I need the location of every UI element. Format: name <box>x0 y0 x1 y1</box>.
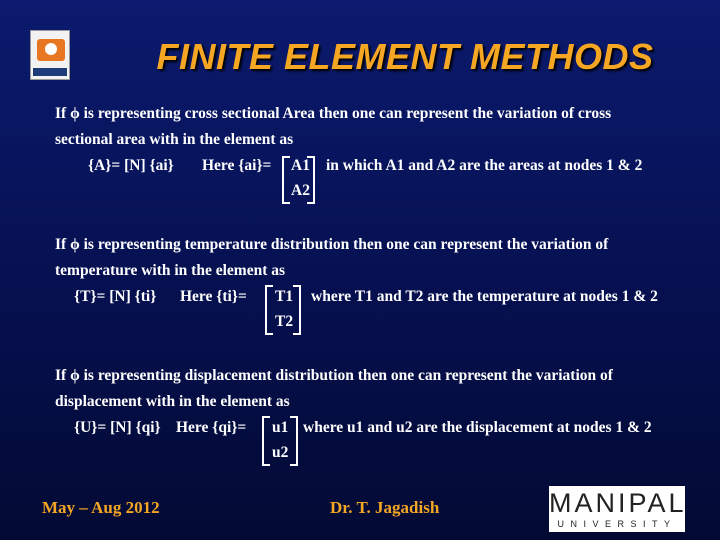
emblem-icon <box>37 39 65 61</box>
section-2-vector-2: T2 <box>275 313 294 330</box>
section-3-left-bracket <box>262 416 270 466</box>
section-2-vector-1: T1 <box>275 288 294 305</box>
section-3-here: Here {qi}= <box>176 419 247 436</box>
footer-author: Dr. T. Jagadish <box>330 498 440 517</box>
emblem-label-bar <box>33 68 67 76</box>
footer-date: May – Aug 2012 <box>42 498 160 517</box>
slide-title: FINITE ELEMENT METHODS <box>156 36 654 77</box>
section-2-equation: {T}= [N] {ti} <box>74 288 157 305</box>
section-3-vector-2: u2 <box>272 444 289 461</box>
section-1-equation: {A}= [N] {ai} <box>88 157 174 174</box>
manipal-university-logo <box>549 486 685 532</box>
section-2-here: Here {ti}= <box>180 288 247 305</box>
logo-manipal-text: MANIPAL <box>549 488 687 518</box>
section-2-description: where T1 and T2 are the temperature at nodes 1 & 2 <box>311 288 658 305</box>
section-3-equation: {U}= [N] {qi} <box>74 419 161 436</box>
section-1-here: Here {ai}= <box>202 157 272 174</box>
section-2-line-2: temperature with in the element as <box>55 262 286 279</box>
section-1-vector-2: A2 <box>291 182 310 199</box>
logo-university-text: UNIVERSITY <box>557 519 677 529</box>
section-3-vector-1: u1 <box>272 419 289 436</box>
section-2-left-bracket <box>265 285 273 335</box>
section-1-vector-1: A1 <box>291 157 310 174</box>
section-1-line-2: sectional area with in the element as <box>55 131 294 148</box>
section-3-right-bracket <box>290 416 298 466</box>
section-2-line-1: If ϕ is representing temperature distribution then one can represent the variation of <box>55 236 609 253</box>
section-2-right-bracket <box>293 285 301 335</box>
manipal-emblem-logo <box>30 30 70 80</box>
section-1-line-1: If ϕ is representing cross sectional Area then one can represent the variation of cross <box>55 105 612 122</box>
section-3-line-1: If ϕ is representing displacement distribution then one can represent the variation of <box>55 367 613 384</box>
section-1-left-bracket <box>282 156 290 204</box>
section-1-description: in which A1 and A2 are the areas at nodes 1 & 2 <box>326 157 643 174</box>
section-3-description: where u1 and u2 are the displacement at nodes 1 & 2 <box>303 419 652 436</box>
section-1-right-bracket <box>307 156 315 204</box>
section-3-line-2: displacement with in the element as <box>55 393 290 410</box>
